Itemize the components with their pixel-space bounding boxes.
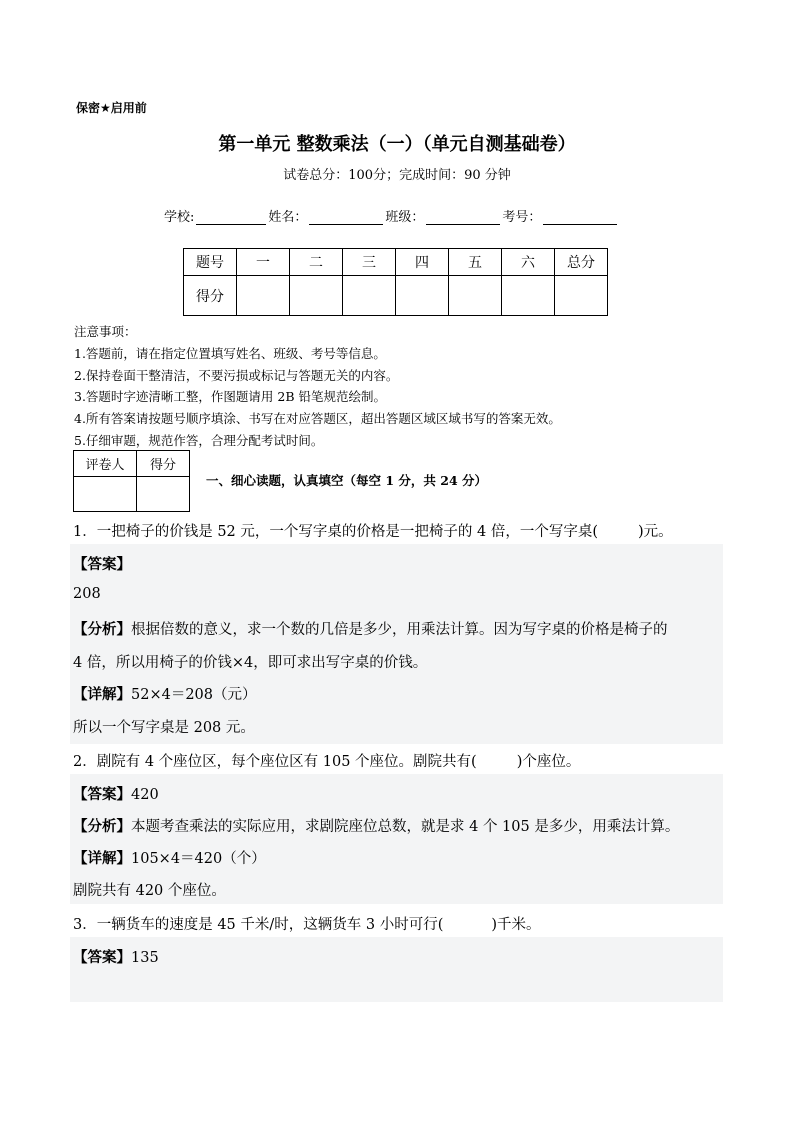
- score-header-cell: 总分: [555, 249, 608, 276]
- analysis-text: 本题考查乘法的实际应用，求剧院座位总数，就是求 4 个 105 是多少，用乘法计算。: [131, 819, 680, 835]
- analysis-label: 【分析】: [73, 818, 131, 835]
- note-item: 3.答题时字迹清晰工整，作图题请用 2B 铅笔规范绘制。: [74, 389, 387, 405]
- answer-label: 【答案】: [73, 949, 131, 966]
- question-2: [73, 750, 580, 771]
- score-cell[interactable]: [396, 276, 449, 316]
- score-row-label: 得分: [184, 276, 237, 316]
- conclusion: 所以一个写字桌是 208 元。: [73, 720, 255, 736]
- grader-score-cell[interactable]: [137, 477, 190, 512]
- conclusion: 剧院共有 420 个座位。: [73, 883, 226, 899]
- detail-label: 【详解】: [73, 686, 131, 703]
- score-table-header-row: [184, 249, 608, 276]
- answer-label: 【答案】: [73, 786, 131, 803]
- detail-line: [73, 847, 266, 868]
- grader-table-header-row: [74, 451, 190, 477]
- question-1: [73, 520, 673, 541]
- grader-table: [73, 450, 190, 512]
- detail-line: [73, 683, 257, 704]
- class-label: 班级：: [385, 210, 425, 225]
- grader-header: 评卷人: [74, 451, 137, 477]
- score-cell[interactable]: [449, 276, 502, 316]
- answer-line: [73, 946, 159, 967]
- class-field[interactable]: [426, 210, 500, 225]
- note-item: 5.仔细审题，规范作答，合理分配考试时间。: [74, 432, 324, 448]
- score-header-cell: 三: [343, 249, 396, 276]
- exam-notes: [74, 321, 561, 452]
- page-title: 第一单元 整数乘法（一）（单元自测基础卷）: [218, 134, 576, 155]
- score-header-cell: 六: [502, 249, 555, 276]
- score-table: [183, 248, 608, 316]
- analysis-text: 根据倍数的意义，求一个数的几倍是多少，用乘法计算。因为写字桌的价格是椅子的: [131, 622, 668, 638]
- section-heading: 一、细心读题，认真填空（每空 1 分，共 24 分）: [206, 473, 488, 488]
- score-cell[interactable]: [343, 276, 396, 316]
- score-table-score-row: [184, 276, 608, 316]
- school-field[interactable]: [196, 210, 266, 225]
- detail-label: 【详解】: [73, 850, 131, 867]
- question-1-stem-end: )元。: [638, 524, 673, 540]
- analysis-line: [73, 618, 668, 639]
- score-cell[interactable]: [290, 276, 343, 316]
- exam-subtitle: 试卷总分：100分；完成时间：90 分钟: [283, 168, 511, 183]
- analysis-text-cont: 4 倍，所以用椅子的价钱×4，即可求出写字桌的价钱。: [73, 655, 428, 671]
- analysis-label: 【分析】: [73, 621, 131, 638]
- answer-line: [73, 553, 131, 574]
- answer-line: [73, 783, 159, 804]
- score-cell[interactable]: [237, 276, 290, 316]
- question-3-stem: 3．一辆货车的速度是 45 千米/时，这辆货车 3 小时可行(: [73, 917, 444, 933]
- answer-block-2: [70, 774, 723, 904]
- answer-label: 【答案】: [73, 556, 131, 573]
- notes-heading: 注意事项：: [74, 324, 137, 339]
- student-info-line: [164, 206, 619, 225]
- question-3-stem-end: )千米。: [491, 917, 541, 933]
- grader-score-header: 得分: [137, 451, 190, 477]
- analysis-line: [73, 815, 679, 836]
- exam-no-label: 考号：: [502, 210, 542, 225]
- detail-value: 105×4＝420（个）: [131, 851, 266, 867]
- answer-block-3: [70, 937, 723, 1002]
- school-label: 学校:: [164, 210, 195, 225]
- answer-value: 208: [73, 586, 101, 602]
- exam-no-field[interactable]: [543, 210, 617, 225]
- grader-cell[interactable]: [74, 477, 137, 512]
- score-cell[interactable]: [502, 276, 555, 316]
- note-item: 1.答题前，请在指定位置填写姓名、班级、考号等信息。: [74, 345, 386, 361]
- score-header-cell: 二: [290, 249, 343, 276]
- question-1-stem: 1．一把椅子的价钱是 52 元，一个写字桌的价格是一把椅子的 4 倍，一个写字桌(: [73, 524, 598, 540]
- name-label: 姓名：: [268, 210, 308, 225]
- answer-block-1: [70, 544, 723, 744]
- note-item: 2.保持卷面干整清洁，不要污损或标记与答题无关的内容。: [74, 367, 399, 383]
- name-field[interactable]: [309, 210, 383, 225]
- detail-value: 52×4＝208（元）: [131, 687, 257, 703]
- grader-table-body-row: [74, 477, 190, 512]
- question-2-stem-end: )个座位。: [516, 754, 581, 770]
- score-header-cell: 五: [449, 249, 502, 276]
- note-item: 4.所有答案请按题号顺序填涂、书写在对应答题区，超出答题区域区域书写的答案无效。: [74, 411, 561, 427]
- answer-value: 420: [131, 787, 159, 803]
- answer-value: 135: [131, 950, 159, 966]
- score-header-cell: 题号: [184, 249, 237, 276]
- question-2-stem: 2．剧院有 4 个座位区，每个座位区有 105 个座位。剧院共有(: [73, 754, 477, 770]
- confidential-label: 保密★启用前: [76, 101, 147, 115]
- score-cell[interactable]: [555, 276, 608, 316]
- score-header-cell: 四: [396, 249, 449, 276]
- question-3: [73, 913, 541, 934]
- score-header-cell: 一: [237, 249, 290, 276]
